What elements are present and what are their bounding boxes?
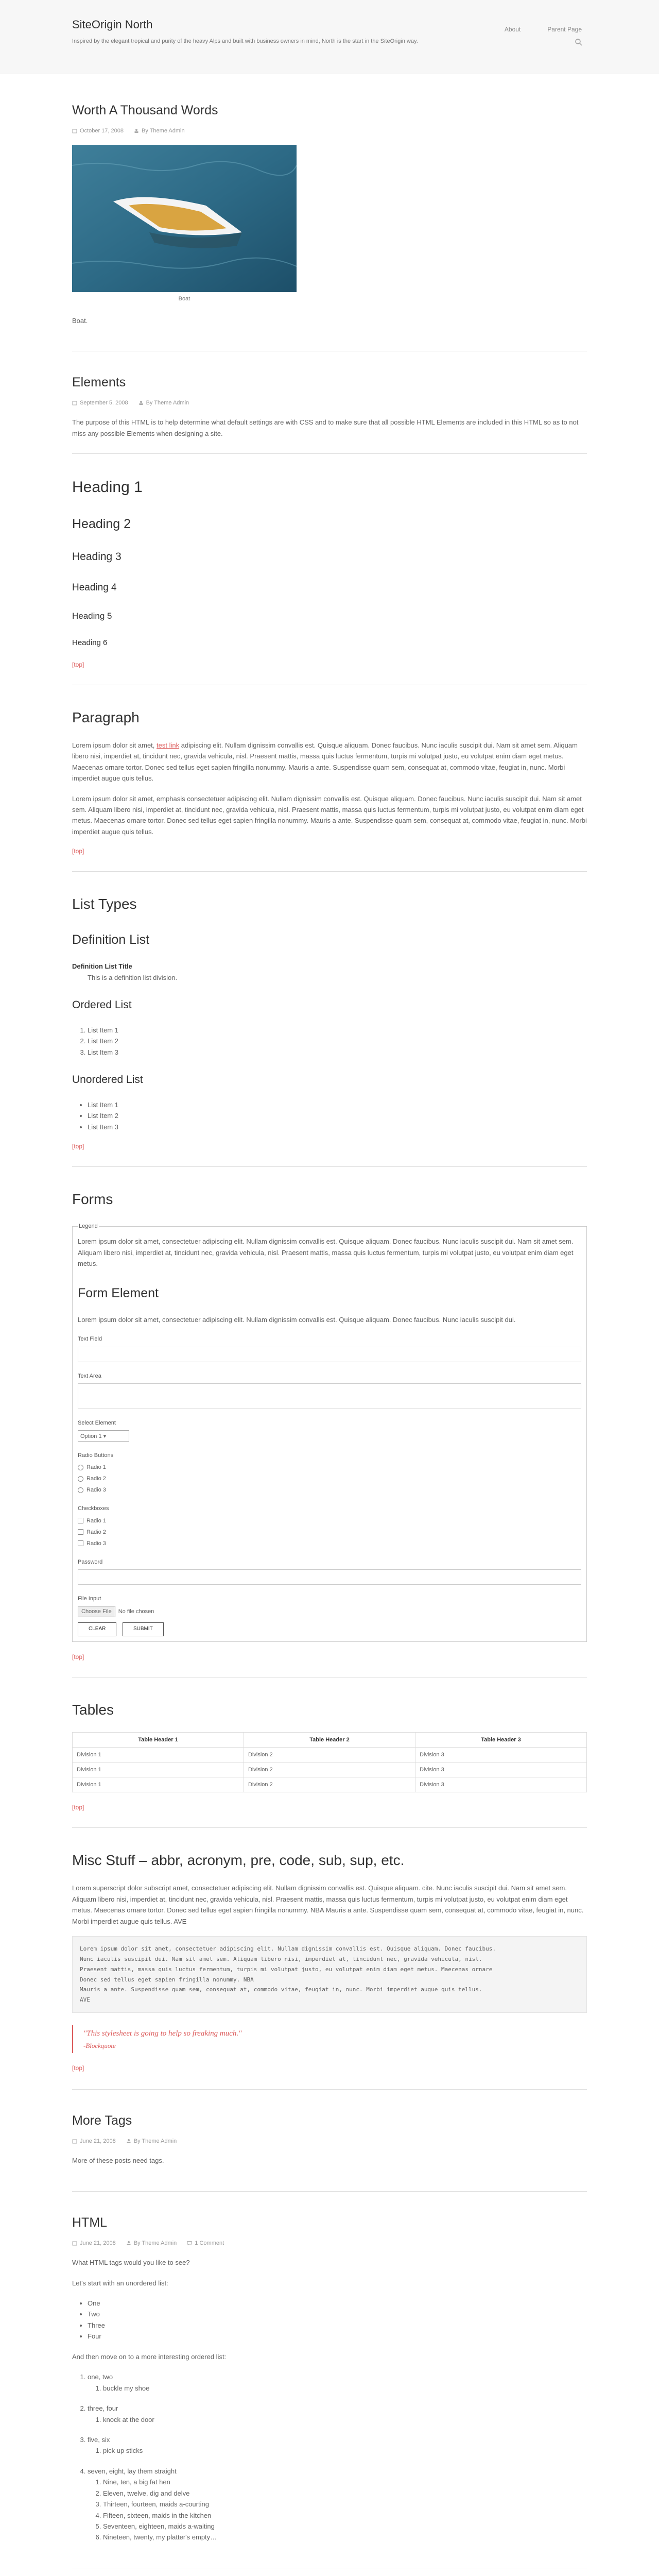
list-item: 1. buckle my shoe bbox=[103, 2383, 587, 2394]
list-item: 3. five, six 1. pick up sticks bbox=[88, 2434, 587, 2456]
text-area[interactable] bbox=[78, 1383, 581, 1409]
nav-item-about[interactable]: About bbox=[504, 26, 521, 33]
post-author[interactable]: By Theme Admin bbox=[134, 126, 185, 135]
checkbox-option[interactable]: Radio 2 bbox=[78, 1528, 581, 1537]
list-item: • Two bbox=[88, 2309, 587, 2319]
radio-option[interactable]: Radio 2 bbox=[78, 1474, 581, 1483]
post-date[interactable]: June 21, 2008 bbox=[72, 2239, 116, 2248]
misc-paragraph: Lorem superscript dolor subscript amet, consectetuer adipiscing elit. Nullam dignissim convallis est. Quisque aliquam. cite. Nunc iaculis suscipit dui. Nam sit amet sem. Aliquam libero nisi, imperdiet at, tincidunt nec, gravida vehicula, nisl. Praesent mattis, massa quis luctus fermentum, turpis mi volutpat justo, eu volutpat enim diam eget metus. Maecenas ornare tortor. Donec sed tellus eget sapien fringilla nonummy. NBA Mauris a ante. Suspendisse quam sem, consequat at, commodo vitae, feugiat in, nunc. Morbi imperdiet augue quis tellus. AVE bbox=[72, 1884, 584, 1925]
list-item: 1. one, two 1. buckle my shoe bbox=[88, 2371, 587, 2394]
comment-icon bbox=[187, 2241, 192, 2246]
list-item: 1. List Item 1 bbox=[88, 1025, 587, 1036]
checkbox-icon[interactable] bbox=[78, 1540, 83, 1546]
list-item: 6. Nineteen, twenty, my platter's empty… bbox=[103, 2532, 587, 2543]
list-item: 3. Thirteen, fourteen, maids a-courting bbox=[103, 2499, 587, 2510]
radio-icon[interactable] bbox=[78, 1465, 83, 1470]
post-elements bbox=[72, 372, 587, 2090]
list-item: 2. List Item 2 bbox=[88, 1036, 587, 1046]
paragraph-2: Lorem ipsum dolor sit amet, emphasis consectetuer adipiscing elit. Nullam dignissim convallis est. Quisque aliquam. Donec faucibus. Nunc iaculis suscipit dui. Nam sit amet sem. Aliquam libero nisi, imperdiet at, tincidunt nec, gravida vehicula, nisl. Praesent mattis, massa quis luctus fermentum, turpis mi volutpat justo, eu volutpat enim diam eget metus. Maecenas ornare tortor. Donec sed tellus eget sapien fringilla nonummy. Mauris a ante. Suspendisse quam sem, consequat at, commodo vitae, feugiat in, nunc. Morbi imperdiet augue quis tellus. bbox=[72, 794, 587, 836]
list-item: • List Item 3 bbox=[88, 1122, 587, 1132]
section-title-list-types: List Types bbox=[72, 896, 137, 912]
table-cell: Division 3 bbox=[415, 1762, 587, 1777]
user-icon bbox=[126, 2241, 131, 2246]
divider bbox=[72, 1166, 587, 1167]
select-label: Select Element bbox=[78, 1419, 116, 1426]
table-header-row bbox=[73, 1732, 587, 1747]
blockquote bbox=[72, 2025, 587, 2053]
table-cell: Division 1 bbox=[73, 1747, 244, 1762]
text-field[interactable] bbox=[78, 1347, 581, 1362]
clear-button[interactable]: CLEAR bbox=[78, 1622, 116, 1636]
list-item: 2. Eleven, twelve, dig and delve bbox=[103, 2488, 587, 2499]
definition-list-title: Definition List bbox=[72, 933, 150, 947]
ordered-intro: And then move on to a more interesting ordered list: bbox=[72, 2352, 227, 2361]
file-input[interactable] bbox=[78, 1606, 581, 1617]
table-row bbox=[73, 1777, 587, 1792]
text-area-label: Text Area bbox=[78, 1372, 101, 1379]
list-item: 3. List Item 3 bbox=[88, 1047, 587, 1058]
legend: Legend bbox=[79, 1223, 98, 1230]
heading-1: Heading 1 bbox=[72, 479, 143, 496]
main-nav bbox=[505, 25, 582, 35]
ordered-list bbox=[72, 1025, 587, 1058]
post-body: Boat. bbox=[72, 316, 88, 325]
sample-table bbox=[72, 1732, 587, 1793]
unordered-list bbox=[72, 2298, 587, 2342]
divider bbox=[72, 1827, 587, 1828]
main-content bbox=[72, 74, 587, 2576]
table-cell: Division 2 bbox=[244, 1777, 415, 1792]
top-link[interactable]: [top] bbox=[72, 2064, 84, 2072]
post-meta bbox=[72, 2239, 587, 2248]
ordered-list bbox=[72, 2371, 587, 2543]
quote-text: "This stylesheet is going to help so freaking much." bbox=[83, 2029, 242, 2038]
list-item: 1. pick up sticks bbox=[103, 2445, 587, 2456]
image-caption: Boat bbox=[178, 296, 190, 302]
checkbox-icon[interactable] bbox=[78, 1529, 83, 1535]
table-row bbox=[73, 1762, 587, 1777]
user-icon bbox=[138, 400, 144, 405]
post-title[interactable]: HTML bbox=[72, 2215, 108, 2230]
checkbox-icon[interactable] bbox=[78, 1518, 83, 1523]
list-item: • List Item 2 bbox=[88, 1110, 587, 1121]
section-title-tables: Tables bbox=[72, 1701, 114, 1718]
top-link[interactable]: [top] bbox=[72, 660, 84, 668]
legend-paragraph: Lorem ipsum dolor sit amet, consectetuer adipiscing elit. Nullam dignissim convallis est. Quisque aliquam. Donec faucibus. Nunc iaculis suscipit dui. Nam sit amet sem. Aliquam libero nisi, imperdiet at, tincidunt nec, gravida vehicula, nisl. Praesent mattis, massa quis luctus fermentum, turpis mi volutpat justo, eu volutpat enim diam eget metus. bbox=[78, 1238, 574, 1268]
list-item: • Three bbox=[88, 2320, 587, 2331]
post-title[interactable]: Elements bbox=[72, 375, 126, 389]
post-author[interactable]: By Theme Admin bbox=[126, 2137, 177, 2146]
post-author[interactable]: By Theme Admin bbox=[126, 2239, 177, 2248]
definition-list bbox=[72, 961, 587, 983]
list-item: • List Item 1 bbox=[88, 1099, 587, 1110]
preformatted-block: Lorem ipsum dolor sit amet, consectetuer adipiscing elit. Nullam dignissim convallis est. Quisque aliquam. Donec faucibus. Nunc iaculis suscipit dui. Nam sit amet sem. Aliquam libero nisi, imperdiet at, tincidunt nec, gravida vehicula, nisl. Praesent mattis, massa quis luctus fermentum, turpis mi volutpat justo, eu volutpat enim diam eget metus. Maecenas ornare Donec sed tellus eget sapien fringilla nonummy. NBA Mauris a ante. Suspendisse quam sem, consequat at, commodo vitae, feugiat in, nunc. Morbi imperdiet augue quis tellus. AVE bbox=[72, 1936, 587, 2013]
table-header: Table Header 2 bbox=[244, 1732, 415, 1747]
list-item: 4. Fifteen, sixteen, maids in the kitchen bbox=[103, 2510, 587, 2521]
password-label: Password bbox=[78, 1558, 103, 1565]
form-fieldset bbox=[72, 1222, 587, 1642]
submit-button[interactable]: SUBMIT bbox=[123, 1622, 164, 1636]
heading-3: Heading 3 bbox=[72, 550, 122, 563]
table-header: Table Header 3 bbox=[415, 1732, 587, 1747]
post-more-tags bbox=[72, 2110, 587, 2192]
post-date[interactable]: June 21, 2008 bbox=[72, 2137, 116, 2146]
file-status: No file chosen bbox=[118, 1608, 154, 1615]
calendar-icon bbox=[72, 2139, 77, 2144]
list-item: 1. knock at the door bbox=[103, 2414, 587, 2425]
elements-intro: The purpose of this HTML is to help determine what default settings are with CSS and to make sure that all possible HTML Elements are included in this HTML so as to not miss any possible Elements when designing a site. bbox=[72, 418, 579, 437]
select-element[interactable]: Option 1 ▾ bbox=[78, 1430, 129, 1442]
post-meta bbox=[72, 398, 587, 408]
table-cell: Division 3 bbox=[415, 1747, 587, 1762]
ordered-list-title: Ordered List bbox=[72, 999, 132, 1011]
definition-term: Definition List Title bbox=[72, 962, 132, 971]
html-question: What HTML tags would you like to see? bbox=[72, 2259, 190, 2267]
heading-4: Heading 4 bbox=[72, 582, 117, 593]
checkbox-option[interactable]: Radio 1 bbox=[78, 1516, 581, 1526]
section-title-paragraph: Paragraph bbox=[72, 709, 140, 725]
nav-item-parent-page[interactable]: Parent Page bbox=[547, 26, 582, 33]
boat-image[interactable] bbox=[72, 145, 297, 292]
section-title-forms: Forms bbox=[72, 1191, 113, 1208]
list-item: • Four bbox=[88, 2331, 587, 2342]
unordered-list-title: Unordered List bbox=[72, 1074, 143, 1086]
post-html bbox=[72, 2212, 587, 2568]
post-author[interactable]: By Theme Admin bbox=[138, 398, 189, 408]
form-element-title: Form Element bbox=[78, 1285, 159, 1300]
password-field[interactable] bbox=[78, 1569, 581, 1585]
table-cell: Division 1 bbox=[73, 1762, 244, 1777]
list-item: • One bbox=[88, 2298, 587, 2309]
search-icon[interactable] bbox=[575, 38, 583, 46]
table-row bbox=[73, 1747, 587, 1762]
top-link[interactable]: [top] bbox=[72, 848, 84, 855]
user-icon bbox=[134, 128, 139, 133]
list-item: 5. Seventeen, eighteen, maids a-waiting bbox=[103, 2521, 587, 2532]
radio-label: Radio Buttons bbox=[78, 1452, 114, 1459]
site-description: Inspired by the elegant tropical and purity of the heavy Alps and built with business owners in mind, North is the start in the SiteOrigin way. bbox=[72, 38, 418, 45]
list-item: 4. seven, eight, lay them straight 1. Nine, ten, a big fat hen 2. Eleven, twelve, dig and delve 3. Thirteen, fourteen, maids a-courting 4. Fifteen, sixteen, maids in the kitchen 5. Seventeen, eighteen, maids a-waiting 6. Nineteen, twenty, my platter's empty… bbox=[88, 2466, 587, 2543]
post-title[interactable]: More Tags bbox=[72, 2113, 132, 2128]
radio-icon[interactable] bbox=[78, 1476, 83, 1482]
heading-2: Heading 2 bbox=[72, 516, 131, 531]
definition-desc: This is a definition list division. bbox=[88, 973, 178, 981]
checkbox-option[interactable]: Radio 3 bbox=[78, 1539, 581, 1548]
unordered-list bbox=[72, 1099, 587, 1132]
heading-5: Heading 5 bbox=[72, 611, 112, 621]
radio-icon[interactable] bbox=[78, 1487, 83, 1493]
text-field-label: Text Field bbox=[78, 1336, 102, 1343]
choose-file-button[interactable]: Choose File bbox=[78, 1606, 115, 1617]
post-meta bbox=[72, 2137, 587, 2146]
radio-option[interactable]: Radio 1 bbox=[78, 1463, 581, 1472]
post-title[interactable]: Worth A Thousand Words bbox=[72, 103, 218, 117]
post-meta bbox=[72, 126, 587, 135]
top-link[interactable]: [top] bbox=[72, 1143, 84, 1150]
site-title[interactable]: SiteOrigin North bbox=[72, 18, 153, 31]
post-date[interactable]: October 17, 2008 bbox=[72, 126, 124, 135]
checkbox-label: Checkboxes bbox=[78, 1505, 109, 1512]
table-cell: Division 3 bbox=[415, 1777, 587, 1792]
html-intro: Let's start with an unordered list: bbox=[72, 2279, 168, 2287]
heading-6: Heading 6 bbox=[72, 638, 108, 648]
post-date[interactable]: September 5, 2008 bbox=[72, 398, 128, 408]
chevron-down-icon: ▾ bbox=[103, 1433, 107, 1439]
site-header bbox=[0, 0, 659, 74]
form-element-paragraph: Lorem ipsum dolor sit amet, consectetuer adipiscing elit. Nullam dignissim convallis est. Quisque aliquam. Donec faucibus. Nunc iaculis suscipit dui. bbox=[78, 1315, 516, 1324]
calendar-icon bbox=[72, 128, 77, 133]
section-title-misc: Misc Stuff – abbr, acronym, pre, code, sub, sup, etc. bbox=[72, 1852, 405, 1869]
top-link[interactable]: [top] bbox=[72, 1653, 84, 1660]
radio-option[interactable]: Radio 3 bbox=[78, 1485, 581, 1495]
top-link[interactable]: [top] bbox=[72, 1804, 84, 1811]
calendar-icon bbox=[72, 400, 77, 405]
paragraph-1: Lorem ipsum dolor sit amet, test link adipiscing elit. Nullam dignissim convallis est. Quisque aliquam. Donec faucibus. Nunc iaculis suscipit dui. Nam sit amet sem. Aliquam libero nisi, imperdiet at, tincidunt nec, gravida vehicula, nisl. Praesent mattis, massa quis luctus fermentum, turpis mi volutpat justo, eu volutpat enim diam eget metus. Maecenas ornare tortor. Donec sed tellus eget sapien fringilla nonummy. Mauris a ante. Suspendisse quam sem, consequat at, commodo vitae, feugiat in, nunc. Morbi imperdiet augue quis tellus. bbox=[72, 741, 578, 783]
test-link[interactable]: test link bbox=[157, 741, 180, 749]
table-cell: Division 2 bbox=[244, 1762, 415, 1777]
table-cell: Division 1 bbox=[73, 1777, 244, 1792]
list-item: 1. Nine, ten, a big fat hen bbox=[103, 2477, 587, 2487]
table-cell: Division 2 bbox=[244, 1747, 415, 1762]
divider bbox=[72, 871, 587, 872]
table-header: Table Header 1 bbox=[73, 1732, 244, 1747]
user-icon bbox=[126, 2139, 131, 2144]
post-comments[interactable]: 1 Comment bbox=[187, 2239, 224, 2248]
post-worth-a-thousand-words bbox=[72, 100, 587, 351]
post-body: More of these posts need tags. bbox=[72, 2157, 164, 2165]
divider bbox=[72, 453, 587, 454]
file-label: File Input bbox=[78, 1596, 101, 1602]
calendar-icon bbox=[72, 2241, 77, 2246]
list-item: 2. three, four 1. knock at the door bbox=[88, 2403, 587, 2425]
quote-cite: -Blockquote bbox=[83, 2041, 116, 2049]
